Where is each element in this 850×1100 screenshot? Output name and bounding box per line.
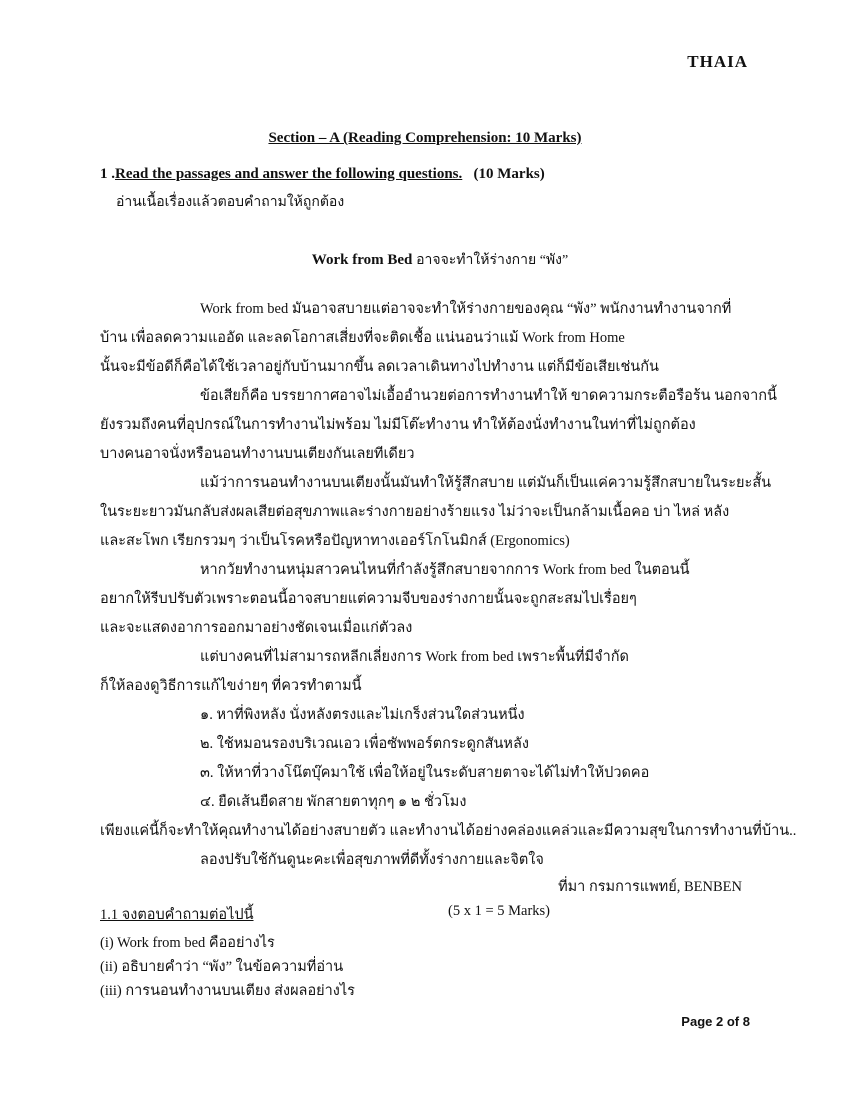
passage-line: อยากให้รีบปรับตัวเพราะตอนนี้อาจสบายแต่ความจีบของร่างกายนั้นจะถูกสะสมไปเรื่อยๆ	[100, 591, 637, 607]
passage-line: หากวัยทำงานหนุ่มสาวคนไหนที่กำลังรู้สึกสบายจากการ Work from bed ในตอนนี้	[200, 562, 690, 578]
passage-line: บางคนอาจนั่งหรือนอนทำงานบนเตียงกันเลยทีเดียว	[100, 446, 415, 462]
page-number	[681, 1014, 750, 1029]
section-title: Section – A (Reading Comprehension: 10 Marks)	[268, 130, 582, 146]
question-marks: (10 Marks)	[473, 166, 545, 182]
tip-item: ๒. ใช้หมอนรองบริเวณเอว เพื่อซัพพอร์ตกระดูกสันหลัง	[200, 736, 529, 752]
passage-line: ลองปรับใช้กันดูนะคะเพื่อสุขภาพที่ดีทั้งร่างกายและจิตใจ	[200, 852, 544, 868]
passage-line: แม้ว่าการนอนทำงานบนเตียงนั้นมันทำให้รู้สึกสบาย แต่มันก็เป็นแค่ความรู้สึกสบายในระยะสั้น	[200, 475, 772, 491]
sub-question-marks: (5 x 1 = 5 Marks)	[448, 903, 551, 919]
passage-line: และสะโพก เรียกรวมๆ ว่าเป็นโรคหรือปัญหาทางเออร์โกโนมิกส์ (Ergonomics)	[100, 533, 570, 549]
total-pages: 8	[742, 1014, 750, 1029]
question-instruction: Read the passages and answer the following questions.	[115, 166, 463, 182]
passage-title-th: อาจจะทำให้ร่างกาย “พัง”	[416, 253, 569, 268]
passage-source: ที่มา กรมการแพทย์, BENBEN	[558, 879, 742, 895]
passage-line: ในระยะยาวมันกลับส่งผลเสียต่อสุขภาพและร่างกายอย่างร้ายแรง ไม่ว่าจะเป็นกล้ามเนื้อคอ บ่า ไหล่ หลัง	[100, 504, 730, 520]
sub-question-item: (i) Work from bed คืออย่างไร	[100, 935, 275, 951]
passage-line: แต่บางคนที่ไม่สามารถหลีกเลี่ยงการ Work from bed เพราะพื้นที่มีจำกัด	[200, 649, 629, 665]
passage-title-en: Work from Bed	[311, 252, 413, 268]
passage-line: ยังรวมถึงคนที่อุปกรณ์ในการทำงานไม่พร้อม ไม่มีโต๊ะทำงาน ทำให้ต้องนั่งทำงานในท่าที่ไม่ถูกต้อง	[100, 417, 696, 433]
sub-question-label: 1.1 จงตอบคำถามต่อไปนี้	[100, 907, 254, 923]
passage-line: Work from bed มันอาจสบายแต่อาจจะทำให้ร่างกายของคุณ “พัง” พนักงานทำงานจากที่	[200, 301, 732, 317]
passage-line: บ้าน เพื่อลดความแออัด และลดโอกาสเสี่ยงที่จะติดเชื้อ แน่นอนว่าแม้ Work from Home	[100, 330, 625, 346]
question-thai-instruction: อ่านเนื้อเรื่องแล้วตอบคำถามให้ถูกต้อง	[116, 195, 345, 210]
passage-line: และจะแสดงอาการออกมาอย่างชัดเจนเมื่อแก่ตัวลง	[100, 620, 413, 636]
current-page: 2	[716, 1014, 724, 1029]
passage-line: เพียงแค่นี้ก็จะทำให้คุณทำงานได้อย่างสบายตัว และทำงานได้อย่างคล่องแคล่วและมีความสุขในการทำงานที่บ้าน..	[100, 823, 797, 839]
passage-line: ข้อเสียก็คือ บรรยากาศอาจไม่เอื้ออำนวยต่อการทำงานทำให้ ขาดความกระตือรือร้น นอกจากนี้	[200, 388, 777, 404]
question-number: 1 .	[100, 166, 115, 182]
document-code: THAIA	[687, 52, 748, 71]
question-1	[100, 166, 545, 183]
passage-line: นั้นจะมีข้อดีก็คือได้ใช้เวลาอยู่กับบ้านมากขึ้น ลดเวลาเดินทางไปทำงาน แต่ก็มีข้อเสียเช่นกัน	[100, 359, 659, 375]
passage-line: ก็ให้ลองดูวิธีการแก้ไขง่ายๆ ที่ควรทำตามนี้	[100, 678, 362, 694]
sub-question-item: (ii) อธิบายคำว่า “พัง” ในข้อความที่อ่าน	[100, 959, 344, 975]
sub-question-item: (iii) การนอนทำงานบนเตียง ส่งผลอย่างไร	[100, 983, 355, 999]
of-label: of	[726, 1014, 740, 1029]
tip-item: ๑. หาที่พิงหลัง นั่งหลังตรงและไม่เกร็งส่วนใดส่วนหนึ่ง	[200, 707, 525, 723]
passage-title	[0, 249, 850, 271]
tip-item: ๓. ให้หาที่วางโน๊ตบุ๊คมาใช้ เพื่อให้อยู่ในระดับสายตาจะได้ไม่ทำให้ปวดคอ	[200, 765, 650, 781]
tip-item: ๔. ยืดเส้นยืดสาย พักสายตาทุกๆ ๑ ๒ ชั่วโมง	[200, 794, 467, 810]
page-label: Page	[681, 1014, 713, 1029]
